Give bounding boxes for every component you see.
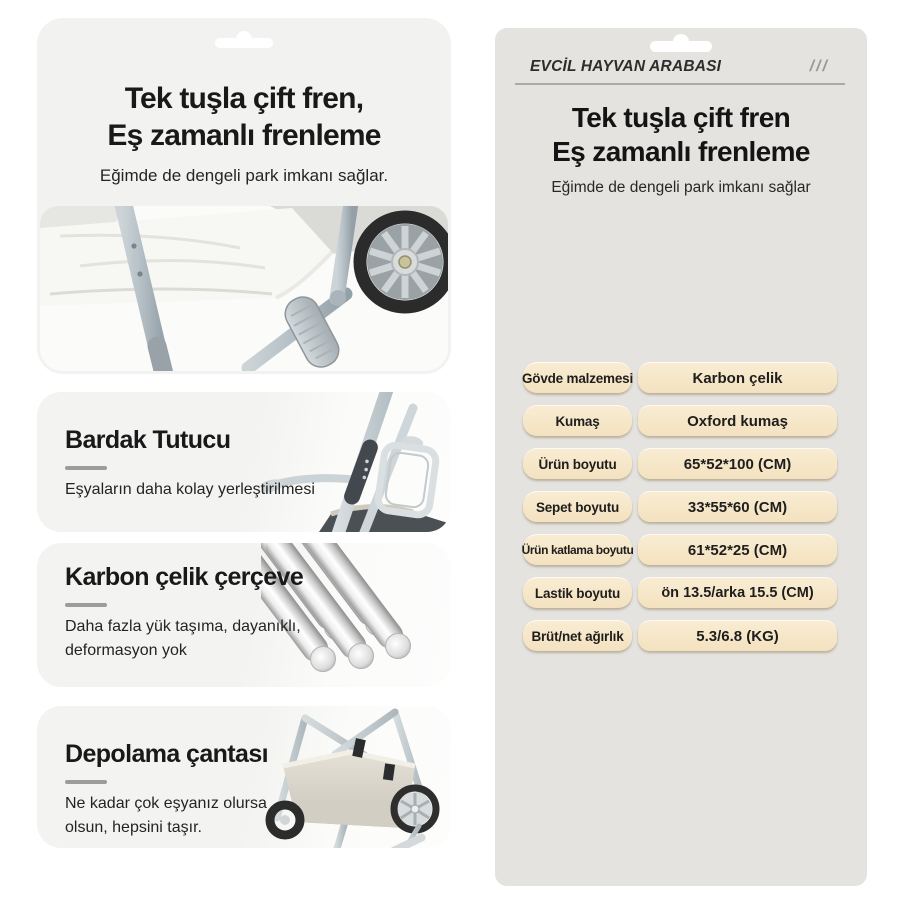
spec-value: Oxford kumaş <box>638 405 837 436</box>
spec-label: Lastik boyutu <box>523 577 632 608</box>
slash-marks-icon: /// <box>809 58 829 75</box>
spec-value: 65*52*100 (CM) <box>638 448 837 479</box>
card-description: Ne kadar çok eşyanız olursa olsun, hepsini taşır. <box>65 795 267 836</box>
card-description: Daha fazla yük taşıma, dayanıklı, deformasyon yok <box>65 618 301 659</box>
panel-title-line2: Eş zamanlı frenleme <box>552 136 810 167</box>
panel-title <box>495 101 867 169</box>
spec-label: Ürün katlama boyutu <box>523 534 632 565</box>
spec-value: 5.3/6.8 (KG) <box>638 620 837 651</box>
spec-row-kumas <box>523 405 837 436</box>
spec-label: Brüt/net ağırlık <box>523 620 632 651</box>
cup-holder-illustration <box>261 392 451 532</box>
spec-label: Ürün boyutu <box>523 448 632 479</box>
header-divider <box>515 83 845 85</box>
spec-row-lastik-boyutu <box>523 577 837 608</box>
panel-header-title: EVCİL HAYVAN ARABASI <box>530 58 722 75</box>
feature-subtitle: Eğimde de dengeli park imkanı sağlar. <box>99 166 389 185</box>
card-title: Depolama çantası <box>65 740 268 768</box>
card-title: Bardak Tutucu <box>65 426 231 454</box>
spec-row-govde-malzemesi <box>523 362 837 393</box>
feature-card-storage-bag <box>37 706 451 848</box>
spec-row-sepet-boyutu <box>523 491 837 522</box>
feature-title-line2: Eş zamanlı frenleme <box>107 119 381 152</box>
feature-card-cup-holder <box>37 392 451 532</box>
feature-title-line1: Tek tuşla çift fren, <box>124 82 364 115</box>
brake-closeup-photo <box>40 206 448 371</box>
spec-row-katlama-boyutu <box>523 534 837 565</box>
feature-title <box>37 80 451 154</box>
card-description: Eşyaların daha kolay yerleştirilmesi <box>65 481 315 498</box>
card-title: Karbon çelik çerçeve <box>65 563 304 591</box>
spec-value: Karbon çelik <box>638 362 837 393</box>
spec-row-agirlik <box>523 620 837 651</box>
panel-header <box>530 58 829 76</box>
spec-value: 33*55*60 (CM) <box>638 491 837 522</box>
cup-holder-photo <box>261 392 451 532</box>
feature-card-brake <box>37 18 451 374</box>
spec-panel <box>495 28 867 886</box>
spec-row-urun-boyutu <box>523 448 837 479</box>
brake-closeup-illustration <box>40 206 448 371</box>
spec-value: ön 13.5/arka 15.5 (CM) <box>638 577 837 608</box>
hang-hole-cutout <box>650 41 712 52</box>
hang-hole-cutout <box>215 38 273 48</box>
title-underline-dash <box>65 466 107 470</box>
spec-table <box>523 362 837 651</box>
spec-label: Gövde malzemesi <box>523 362 632 393</box>
panel-title-line1: Tek tuşla çift fren <box>571 102 791 133</box>
panel-subtitle: Eğimde de dengeli park imkanı sağlar <box>551 179 811 196</box>
spec-label: Sepet boyutu <box>523 491 632 522</box>
spec-value: 61*52*25 (CM) <box>638 534 837 565</box>
feature-card-steel-frame <box>37 543 451 687</box>
title-underline-dash <box>65 780 107 784</box>
spec-label: Kumaş <box>523 405 632 436</box>
title-underline-dash <box>65 603 107 607</box>
